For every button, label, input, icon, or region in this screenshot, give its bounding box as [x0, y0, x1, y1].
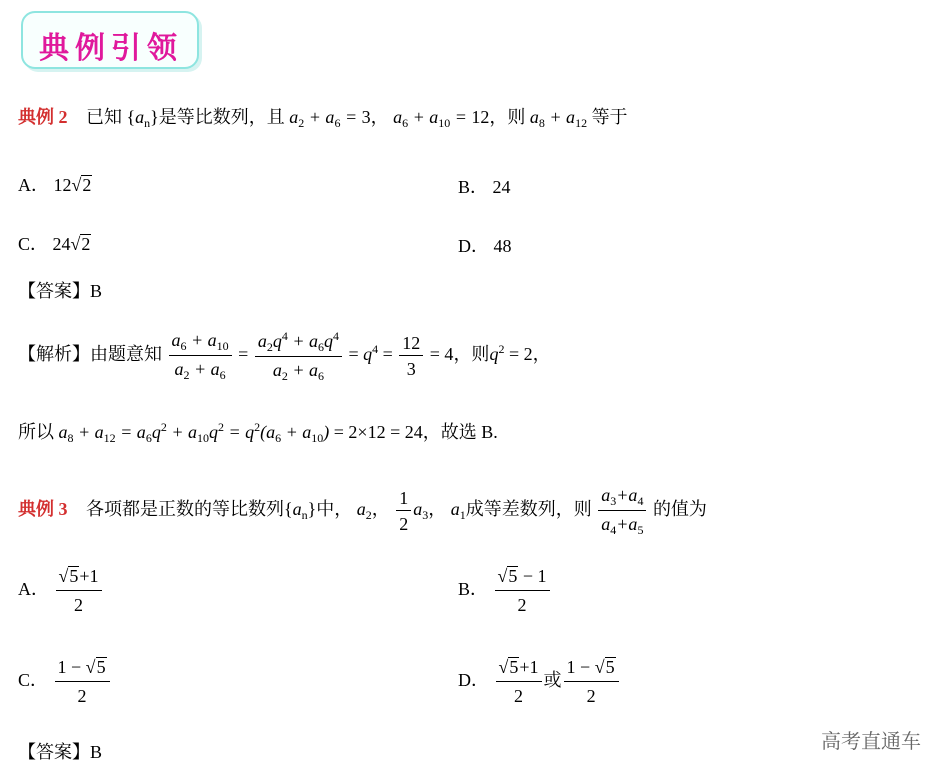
- ex2-option-b[interactable]: [458, 173, 511, 199]
- ex3-option-b[interactable]: [458, 566, 552, 616]
- answer-value: B: [90, 281, 103, 301]
- radicand: 2: [82, 175, 92, 195]
- ex2-stem-text: 已知: [86, 107, 122, 127]
- analysis-label: 【解析】: [18, 344, 90, 365]
- example-3-question: [18, 486, 707, 536]
- math-eq2: $a_6 + a_{10}$ =: [393, 107, 472, 130]
- ex2-option-d[interactable]: [458, 232, 512, 258]
- answer-label: 【答案】: [18, 281, 90, 301]
- watermark: 高考直通车: [821, 729, 921, 753]
- option-a-coef: 12: [53, 175, 72, 195]
- ex3-sep: ，: [371, 499, 390, 520]
- example-2-question: [18, 108, 628, 129]
- ex2-option-c[interactable]: [18, 230, 91, 256]
- math-target: $a_8 + a_{12}$: [529, 107, 588, 130]
- option-b-value: 24: [492, 177, 511, 197]
- option-c-fraction: $\frac{1 - √5}{2}$: [55, 657, 110, 707]
- math-a2: $a_2$: [356, 499, 372, 523]
- ex2-analysis: 【解析】由题意知 $\frac{a_6 + a_{10}}{a_2 + a_6}$ = $\frac{a_2q^4 + a_6q^4}{a_2 + a_6}$ = $q^4$ = $\frac{12}{3}$ = 4，则$q^2 = 2$，: [18, 329, 551, 383]
- ex2-stem-text-5: 等于: [591, 107, 628, 127]
- ex3-option-a[interactable]: [18, 566, 104, 616]
- option-letter: C．: [18, 234, 49, 254]
- section-header-box: [21, 11, 199, 69]
- ex2-solution-line: 所以 $a_8 + a_{12} = a_6q^2 + a_{10}q^2 = q^2(a_6 + a_{10}) = 2\times 12 = 24$，故选 B.: [18, 420, 498, 445]
- fraction-2: $\frac{a_2q^4 + a_6q^4}{a_2 + a_6}$: [255, 330, 342, 382]
- option-letter: B．: [458, 177, 489, 197]
- solution-math: $a_8 + a_{12} = a_6q^2 + a_{10}q^2 = q^2(a_6 + a_{10})$: [58, 420, 330, 445]
- option-d-fraction-2: $\frac{1 - √5}{2}$: [564, 657, 619, 707]
- analysis-text: 由题意知: [90, 344, 162, 365]
- option-letter: A．: [18, 175, 49, 195]
- math-an-set: $\{a_n\}$: [126, 107, 159, 130]
- answer-label: 【答案】: [18, 742, 90, 762]
- fraction-ratio: $\frac{a_3+a_4}{a_4+a_5}$: [598, 486, 646, 536]
- solution-prefix: 所以: [18, 422, 54, 442]
- option-b-fraction: $\frac{√5 - 1}{2}$: [495, 566, 550, 616]
- math-eq1: $a_2 + a_6$ =: [289, 107, 362, 130]
- option-a-fraction: $\frac{√5+1}{2}$: [56, 566, 102, 616]
- analysis-text-2: ，则: [453, 344, 490, 365]
- sqrt-symbol: √2: [70, 234, 91, 254]
- math-an-set: $\{a_n\}$: [284, 499, 317, 523]
- option-d-value: 48: [493, 236, 512, 256]
- fraction-1: $\frac{a_6 + a_{10}}{a_2 + a_6}$: [169, 331, 232, 381]
- math-eq2-val: 12: [471, 107, 490, 127]
- answer-value: B: [90, 742, 103, 762]
- ex2-stem-text-4: ，则: [489, 107, 526, 127]
- math-a1: $a_1$: [450, 499, 466, 523]
- ex3-sep-2: ，: [428, 499, 447, 520]
- ex2-sep: ，: [370, 107, 389, 127]
- fraction-3: $\frac{12}{3}$: [399, 334, 423, 378]
- ex2-stem-text-2: 是等比数列，且: [158, 107, 285, 127]
- radicand: 2: [81, 234, 91, 254]
- option-letter: D．: [458, 670, 489, 691]
- option-d-or: 或: [543, 670, 562, 691]
- ex3-stem-text-6: 的值为: [652, 499, 707, 520]
- analysis-text-3: ，: [532, 344, 551, 365]
- option-d-fraction-1: $\frac{√5+1}{2}$: [496, 657, 542, 707]
- math-a3: $a_3$: [413, 499, 429, 523]
- ex3-option-d[interactable]: [458, 657, 621, 707]
- fraction-half: $\frac{1}{2}$: [396, 489, 411, 533]
- option-c-coef: 24: [52, 234, 71, 254]
- example-2-label: 典例 2: [18, 107, 68, 127]
- ex3-stem-text-2: 中，: [316, 499, 353, 520]
- example-3-label: 典例 3: [18, 499, 68, 520]
- ex2-answer: [18, 282, 102, 300]
- ex3-stem-text-5: 成等差数列，则: [465, 499, 592, 520]
- section-title: 典例引领: [39, 31, 183, 66]
- option-letter: C．: [18, 670, 49, 691]
- ex2-option-a[interactable]: [18, 171, 92, 197]
- option-letter: D．: [458, 236, 489, 256]
- ex3-answer: [18, 743, 102, 761]
- solution-suffix: ，故选 B.: [422, 422, 498, 442]
- ex3-option-c[interactable]: [18, 657, 112, 707]
- option-letter: A．: [18, 579, 49, 600]
- ex3-stem-text: 各项都是正数的等比数列: [86, 499, 284, 520]
- math-eq1-val: 3: [361, 107, 371, 127]
- sqrt-symbol: √2: [71, 175, 92, 195]
- option-letter: B．: [458, 579, 489, 600]
